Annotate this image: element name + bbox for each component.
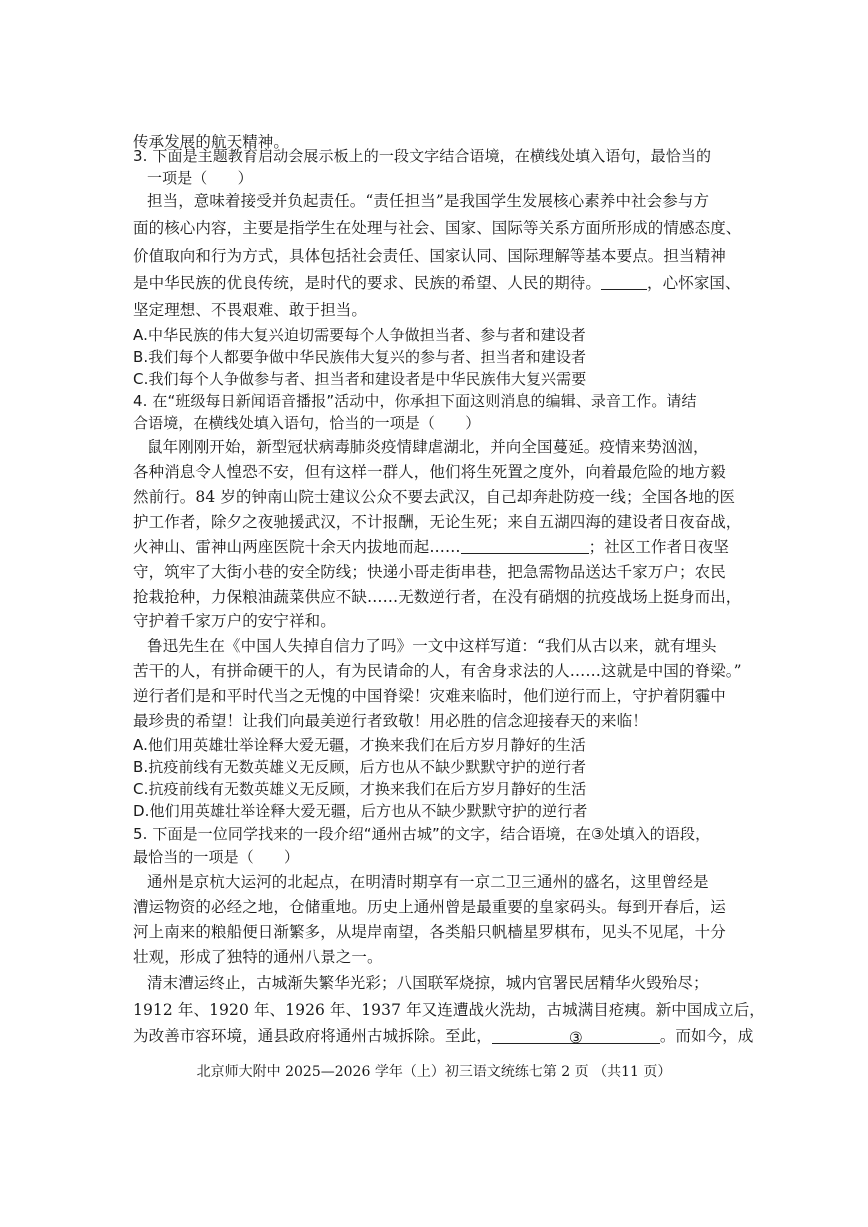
q4-option-b: B.抗疫前线有无数英雄义无反顾，后方也从不缺少默默守护的逆行者: [133, 758, 587, 776]
q4-passage-line-2: 各种消息令人惶恐不安，但有这样一群人，他们将生死置之度外，向着最危险的地方毅: [133, 463, 726, 481]
q4-passage-line-5: [133, 536, 751, 558]
q3-stem-line-1: 3. 下面是主题教育启动会展示板上的一段文字结合语境，在横线处填入语句，最恰当的: [133, 147, 712, 165]
q3-answer-blank: [601, 273, 647, 290]
q4-passage-line-9: 鲁迅先生在《中国人失掉自信力了吗》一文中这样写道：“我们从古以来，就有埋头: [147, 637, 717, 655]
q5-passage-line-7: [133, 1025, 754, 1047]
q3-option-b: B.我们每个人都要争做中华民族伟大复兴的参与者、担当者和建设者: [133, 348, 587, 366]
q5-passage-line-7-text: 为改善市容环境，通县政府将通州古城拆除。至此，: [133, 1027, 492, 1045]
q5-passage-line-7-tail: 。而如今，成: [659, 1027, 754, 1045]
q5-answer-blank: [492, 1027, 660, 1047]
q4-option-c: C.抗疫前线有无数英雄义无反顾，才换来我们在后方岁月静好的生活: [133, 780, 587, 798]
q4-option-d: D.他们用英雄壮举诠释大爱无疆，后方也从不缺少默默守护的逆行者: [133, 802, 588, 820]
q4-stem-line-2: 合语境，在横线处填入语句，恰当的一项是（ ）: [133, 414, 481, 432]
intro-line: 传承发展的航天精神。: [133, 133, 290, 151]
q4-passage-line-11: 逆行者们是和平时代当之无愧的中国脊梁！灾难来临时，他们逆行而上，守护着阴霾中: [133, 687, 726, 705]
q4-passage-line-8: 守护着千家万户的安宁祥和。: [133, 612, 336, 630]
q5-passage-line-4: 壮观，形成了独特的通州八景之一。: [133, 948, 383, 966]
q4-passage-line-5-text: 火神山、雷神山两座医院十余天内拔地而起……: [133, 538, 461, 556]
q3-passage-line-4-text: 是中华民族的优良传统，是时代的要求、民族的希望、人民的期待。: [133, 274, 602, 292]
q4-passage-line-4: 护工作者，除夕之夜驰援武汉，不计报酬，无论生死；来自五湖四海的建设者日夜奋战，: [133, 513, 742, 531]
q5-passage-line-6: 1912 年、1920 年、1926 年、1937 年又连遭战火洗劫，古城满目疮痍。新中国成立后，: [133, 1001, 765, 1019]
q4-option-a: A.他们用英雄壮举诠释大爱无疆，才换来我们在后方岁月静好的生活: [133, 736, 586, 754]
q5-stem-line-1: 5. 下面是一位同学找来的一段介绍“通州古城”的文字，结合语境，在③处填入的语段，: [133, 825, 711, 843]
q4-passage-line-3: 然前行。84 岁的钟南山院士建议公众不要去武汉，自己却奔赴防疫一线；全国各地的医: [133, 488, 736, 506]
q3-option-c: C.我们每个人争做参与者、担当者和建设者是中华民族伟大复兴需要: [133, 370, 587, 388]
q4-passage-line-6: 守，筑牢了大街小巷的安全防线；快递小哥走街串巷，把急需物品送达千家万户；农民: [133, 563, 726, 581]
q3-passage-line-5: 坚定理想、不畏艰难、敢于担当。: [133, 301, 368, 319]
q3-stem-line-2: 一项是（ ）: [147, 169, 253, 187]
q4-answer-blank: [461, 537, 589, 554]
q5-passage-line-3: 河上南来的粮船便日渐繁多，从堤岸南望，各类船只帆樯星罗棋布，见头不见尾，十分: [133, 923, 726, 941]
q3-passage-line-3: 价值取向和行为方式，具体包括社会责任、国家认同、国际理解等基本要点。担当精神: [133, 247, 726, 265]
q5-passage-line-5: 清末漕运终止，古城渐失繁华光彩；八国联军烧掠，城内官署民居精华火毁殆尽；: [147, 974, 709, 992]
q5-passage-line-1: 通州是京杭大运河的北起点，在明清时期享有一京二卫三通州的盛名，这里曾经是: [147, 873, 709, 891]
q5-blank-marker: ③: [568, 1029, 583, 1047]
q4-passage-line-1: 鼠年刚刚开始，新型冠状病毒肺炎疫情肆虐湖北，并向全国蔓延。疫情来势汹汹，: [147, 438, 709, 456]
q5-stem-line-2: 最恰当的一项是（ ）: [133, 848, 300, 866]
page-footer: 北京师大附中 2025—2026 学年（上）初三语文统练七第 2 页 （共11 页）: [196, 1064, 672, 1080]
q3-passage-line-4: [133, 272, 751, 294]
q4-stem-line-1: 4. 在“班级每日新闻语音播报”活动中，你承担下面这则消息的编辑、录音工作。请结: [133, 392, 697, 410]
q4-passage-line-7: 抢栽抢种，力保粮油蔬菜供应不缺……无数逆行者，在没有硝烟的抗疫战场上挺身而出，: [133, 588, 742, 606]
q4-passage-line-10: 苦干的人，有拼命硬干的人，有为民请命的人，有舍身求法的人……这就是中国的脊梁。”: [133, 662, 742, 680]
q5-passage-line-2: 漕运物资的必经之地，仓储重地。历史上通州曾是最重要的皇家码头。每到开春后，运: [133, 898, 726, 916]
q3-option-a: A.中华民族的伟大复兴迫切需要每个人争做担当者、参与者和建设者: [133, 326, 586, 344]
q3-passage-line-1: 担当，意味着接受并负起责任。“责任担当”是我国学生发展核心素养中社会参与方: [147, 192, 710, 210]
q4-passage-line-12: 最珍贵的希望！让我们向最美逆行者致敬！用必胜的信念迎接春天的来临！: [133, 712, 648, 730]
q3-passage-line-2: 面的核心内容，主要是指学生在处理与社会、国家、国际等关系方面所形成的情感态度、: [133, 219, 742, 237]
q4-passage-line-5-tail: ；社区工作者日夜坚: [588, 538, 730, 556]
q3-passage-line-4-tail: ，心怀家国、: [647, 274, 741, 292]
